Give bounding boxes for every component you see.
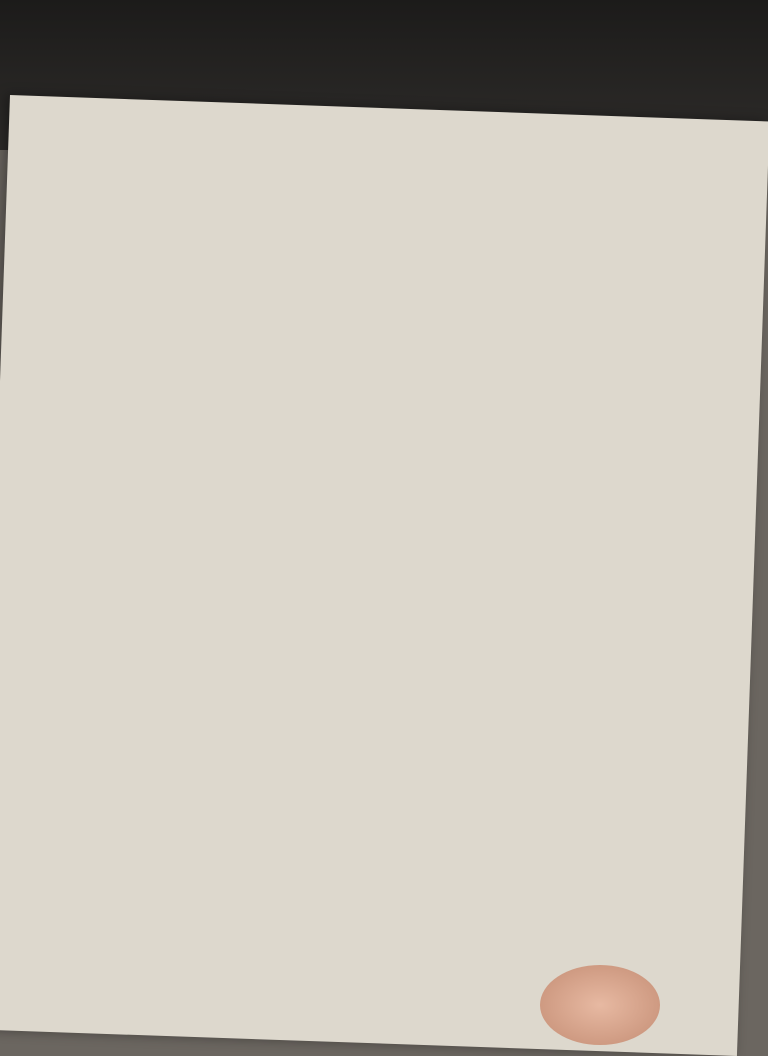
table-caption — [31, 168, 746, 211]
table-note — [30, 206, 745, 231]
page-content — [30, 148, 747, 231]
table-number — [31, 168, 32, 184]
chart-svg — [148, 631, 581, 1015]
effects-chart — [148, 631, 581, 1020]
finger-thumb — [540, 965, 660, 1045]
table-title — [39, 168, 40, 185]
book-page — [0, 95, 768, 1056]
running-head — [32, 148, 747, 173]
